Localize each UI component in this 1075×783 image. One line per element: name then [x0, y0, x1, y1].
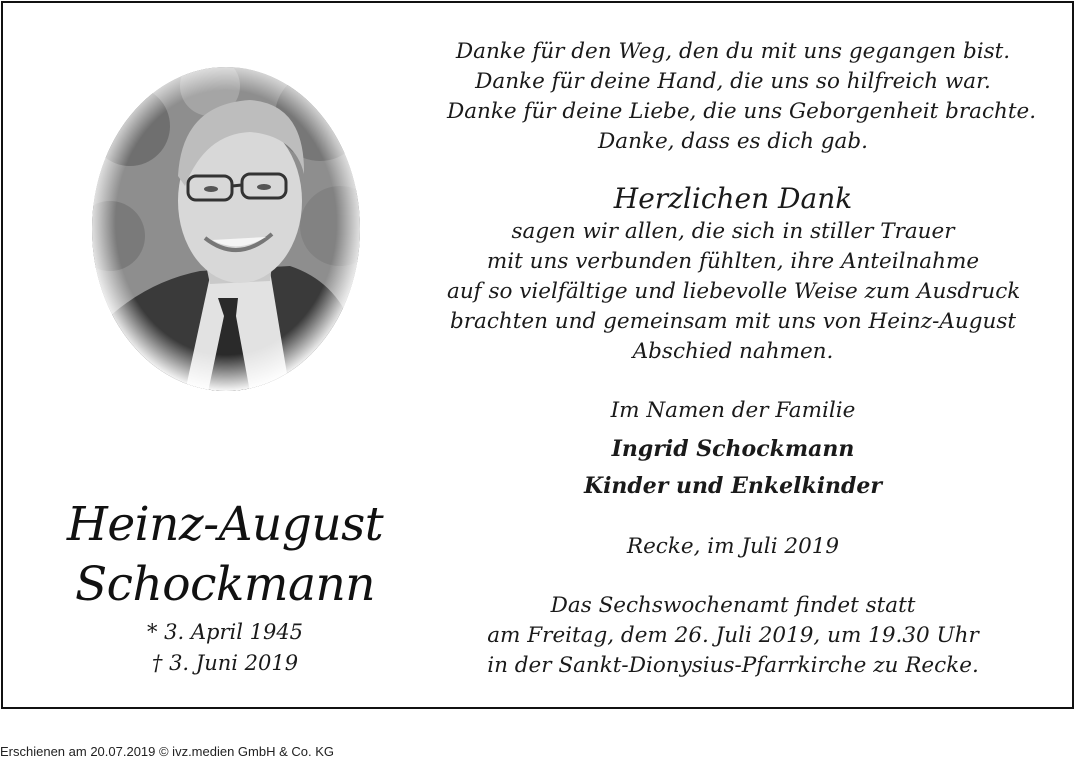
poem-line: Danke für den Weg, den du mit uns gegangen bist.	[455, 39, 1011, 64]
family-name: Kinder und Enkelkinder	[583, 473, 883, 499]
death-date: † 3. Juni 2019	[151, 651, 299, 675]
service-line: Das Sechswochenamt findet statt	[550, 593, 916, 618]
poem	[447, 37, 1037, 157]
birth-date: * 3. April 1945	[146, 620, 304, 644]
thanks-line: auf so vielfältige und liebevolle Weise zum Ausdruck	[447, 279, 1021, 304]
service-line: in der Sankt-Dionysius-Pfarrkirche zu Recke.	[487, 653, 979, 678]
deceased-first-name: Heinz-August	[66, 497, 384, 552]
place-date: Recke, im Juli 2019	[626, 534, 840, 559]
thanks-line: sagen wir allen, die sich in stiller Trauer	[511, 219, 955, 244]
publication-footer: Erschienen am 20.07.2019 © ivz.medien GmbH & Co. KG	[0, 744, 335, 759]
poem-line: Danke, dass es dich gab.	[598, 129, 868, 154]
family-name: Ingrid Schockmann	[611, 436, 855, 462]
deceased-last-name: Schockmann	[74, 557, 376, 612]
portrait-photo	[90, 66, 362, 392]
family-names	[447, 431, 1019, 505]
poem-line: Danke für deine Liebe, die uns Geborgenheit brachte.	[447, 99, 1037, 124]
family-intro: Im Namen der Familie	[610, 398, 856, 423]
thanks-line: brachten und gemeinsam mit uns von Heinz-August	[450, 309, 1016, 334]
service-line: am Freitag, dem 26. Juli 2019, um 19.30 Uhr	[487, 623, 979, 648]
thanks-heading: Herzlichen Dank	[613, 182, 853, 215]
thanks-line: mit uns verbunden fühlten, ihre Anteilnahme	[486, 249, 980, 274]
deceased-block	[3, 495, 447, 679]
obituary-card	[1, 1, 1074, 709]
poem-line: Danke für deine Hand, die uns so hilfreich war.	[475, 69, 991, 94]
thanks-line: Abschied nahmen.	[632, 339, 834, 364]
family-intro-block	[447, 396, 1019, 426]
thanks-body	[447, 217, 1019, 367]
place-date-block	[447, 532, 1019, 562]
thanks-heading-block	[447, 181, 1019, 217]
service-notice	[447, 591, 1019, 681]
